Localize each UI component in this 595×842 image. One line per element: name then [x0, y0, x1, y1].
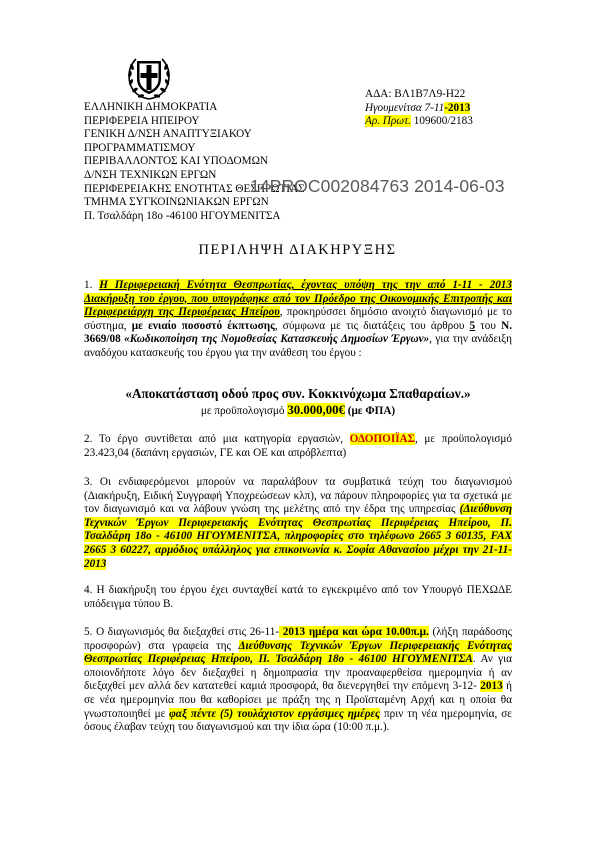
- paragraph-text: , με προϋπολογισμό 23.423,04 (δαπάνη εργασιών, ΓΕ και ΟΕ και απρόβλεπτα): [84, 433, 512, 459]
- paragraph-text: πριν τη νέα ημερομηνία, σε όσους έλαβαν τεύχη του διαγωνισμού και την ίδια ώρα (10:00 π.μ.).: [84, 707, 513, 734]
- page-title: ΠΕΡΙΛΗΨΗ ΔΙΑΚΗΡΥΞΗΣ: [198, 242, 397, 258]
- header-line: ΠΡΟΓΡΑΜΜΑΤΙΣΜΟΥ: [84, 141, 196, 154]
- paragraph-2: [84, 433, 512, 460]
- date-place-text: Ηγουμενίτσα 7-11: [365, 101, 445, 114]
- paragraph-number: 3.: [84, 476, 93, 488]
- law-number: Ν. 3669/08: [84, 319, 513, 346]
- paragraph-text: . Αν για οποιονδήποτε λόγο δεν διεξαχθεί η δημοπρασία την προαναφερθείσα ημερομηνία ή αν διεξαχθεί μεν αλλά δεν κατατεθεί καμιά προσφορά, θα διενεργηθεί την επόμενη 3-12-: [84, 653, 512, 693]
- article-number: 5: [469, 319, 476, 332]
- paragraph-text: (λήξη παράδοσης προσφορών) στα γραφεία της: [84, 626, 513, 652]
- paragraph-text: , προκηρύσσει δημόσιο ανοιχτό διαγωνισμό με το σύστημα,: [84, 306, 512, 332]
- repeat-tender-year: 2013: [480, 680, 503, 693]
- hellenic-republic-emblem-icon: [124, 52, 174, 102]
- paragraph-number: 2.: [84, 433, 93, 445]
- project-budget: [84, 403, 512, 418]
- issuer-statement: Η Περιφερειακή Ενότητα Θεσπρωτίας, έχοντας υπόψη της την από 1-11 - 2013 Διακήρυξη του έργου, που υπογράφηκε από τον Πρόεδρο της Οικονομικής Επιτροπής και Περιφερειάρχη της Περιφέρειας Ηπείρου: [84, 279, 512, 319]
- paragraph-text: ή σε νέα ημερομηνία που θα καθορίσει με πράξη της η Προϊσταμένη Αρχή και η οποία θα γνωστοποιηθεί με: [84, 680, 512, 720]
- registry-stamp: 14PROC002084763 2014-06-03: [250, 176, 505, 196]
- work-category: ΟΔΟΠΟΙΪΑΣ: [349, 433, 415, 445]
- budget-label: με προϋπολογισμό: [200, 405, 288, 417]
- notice-period: φαξ πέντε (5) τουλάχιστον εργάσιμες ημέρες: [169, 707, 381, 720]
- ada-code: ΑΔΑ: ΒΛ1Β7Λ9-Η22: [365, 88, 466, 100]
- protocol-label: Αρ. Πρωτ.: [365, 115, 411, 128]
- paragraph-text: Οι ενδιαφερόμενοι μπορούν να παραλάβουν τα συμβατικά τεύχη του διαγωνισμού (Διακήρυξη, Ειδική Συγγραφή Υποχρεώσεων κλπ), να πάρουν πληροφορίες για τα σχετικά με τον διαγωνισμό και να λάβουν γνώση της μελέτης από την έδρα της υπηρεσίας: [84, 476, 512, 516]
- header-line: ΠΕΡΙΦΕΡΕΙΑ ΗΠΕΙΡΟΥ: [84, 114, 200, 127]
- paragraph-text: Ο διαγωνισμός θα διεξαχθεί στις 26-11-: [96, 626, 280, 638]
- header-line: ΠΕΡΙΦΕΡΕΙΑΚΗΣ ΕΝΟΤΗΤΑΣ ΘΕΣΠΡΩΤΙΑΣ: [84, 182, 305, 195]
- document-reference-block: [365, 88, 535, 129]
- paragraph-1: [84, 279, 512, 361]
- header-line: ΓΕΝΙΚΗ Δ/ΝΣΗ ΑΝΑΠΤΥΞΙΑΚΟΥ: [84, 128, 252, 141]
- paragraph-3: [84, 476, 512, 571]
- date-place: [365, 102, 535, 116]
- paragraph-number: 1.: [84, 279, 93, 291]
- paragraph-text: Το έργο συντίθεται από μια κατηγορία εργασιών,: [98, 433, 350, 445]
- issuing-authority-block: [84, 101, 384, 223]
- contact-details: (Διεύθυνση Τεχνικών Έργων Περιφερειακής Ενότητας Θεσπρωτίας Περιφέρειας Ηπείρου, Π. Τσαλδάρη 18ο - 46100 ΗΓΟΥΜΕΝΙΤΣΑ, πληροφορίες στο τηλέφωνο 2665 3 60135, FAX 2665 3 60227, αρμόδιος υπάλληλος για επικοινωνία κ. Σοφία Αθανασίου μέχρι την 21-11- 2013: [84, 503, 512, 570]
- paragraph-text: Η διακήρυξη του έργου έχει συνταχθεί κατά το εγκεκριμένο από τον Υπουργό ΠΕΧΩΔΕ υπόδειγμα τύπου Β.: [84, 584, 512, 610]
- project-title: «Αποκατάσταση οδού προς συν. Κοκκινόχωμα Σπαθαραίων.»: [125, 386, 471, 401]
- paragraph-4: [84, 584, 512, 611]
- header-line: Δ/ΝΣΗ ΤΕΧΝΙΚΩΝ ΕΡΓΩΝ: [84, 168, 217, 181]
- paragraph-text: , σύμφωνα με τις διατάξεις του άρθρου: [274, 319, 470, 332]
- tender-date-time: 2013 ημέρα και ώρα 10.00π.μ.: [279, 626, 429, 638]
- paragraph-number: 4.: [84, 584, 93, 596]
- budget-amount: 30.000,00€: [287, 403, 345, 417]
- protocol-number-row: [365, 115, 535, 129]
- date-year: -2013: [444, 101, 471, 114]
- protocol-number: 109600/2183: [413, 115, 473, 128]
- budget-vat: (με ΦΠΑ): [344, 405, 396, 417]
- paragraph-number: 5.: [84, 626, 93, 638]
- award-system: με ενιαίο ποσοστό έκπτωσης: [131, 319, 275, 332]
- paragraph-5: [84, 626, 512, 735]
- paragraph-text: του: [475, 319, 502, 332]
- law-title: «Κωδικοποίηση της Νομοθεσίας Κατασκευής Δημοσίων Έργων»: [124, 333, 430, 346]
- tender-location: Διεύθυνσης Τεχνικών Έργων Περιφερειακής Ενότητας Θεσπρωτίας Περιφέρειας Ηπείρου, Π. Τσαλδάρη 18ο - 46100 ΗΓΟΥΜΕΝΙΤΣΑ: [84, 639, 512, 666]
- header-line: ΕΛΛΗΝΙΚΗ ΔΗΜΟΚΡΑΤΙΑ: [84, 101, 218, 113]
- header-line: ΤΜΗΜΑ ΣΥΓΚΟΙΝΩΝΙΑΚΩΝ ΕΡΓΩΝ: [84, 196, 269, 209]
- paragraph-text: , για την ανάδειξη αναδόχου κατασκευής του έργου για την ανάθεση του έργου :: [84, 333, 513, 359]
- header-line: ΠΕΡΙΒΑΛΛΟΝΤΟΣ ΚΑΙ ΥΠΟΔΟΜΩΝ: [84, 155, 268, 168]
- header-line: Π. Τσαλδάρη 18ο -46100 ΗΓΟΥΜΕΝΙΤΣΑ: [84, 209, 281, 222]
